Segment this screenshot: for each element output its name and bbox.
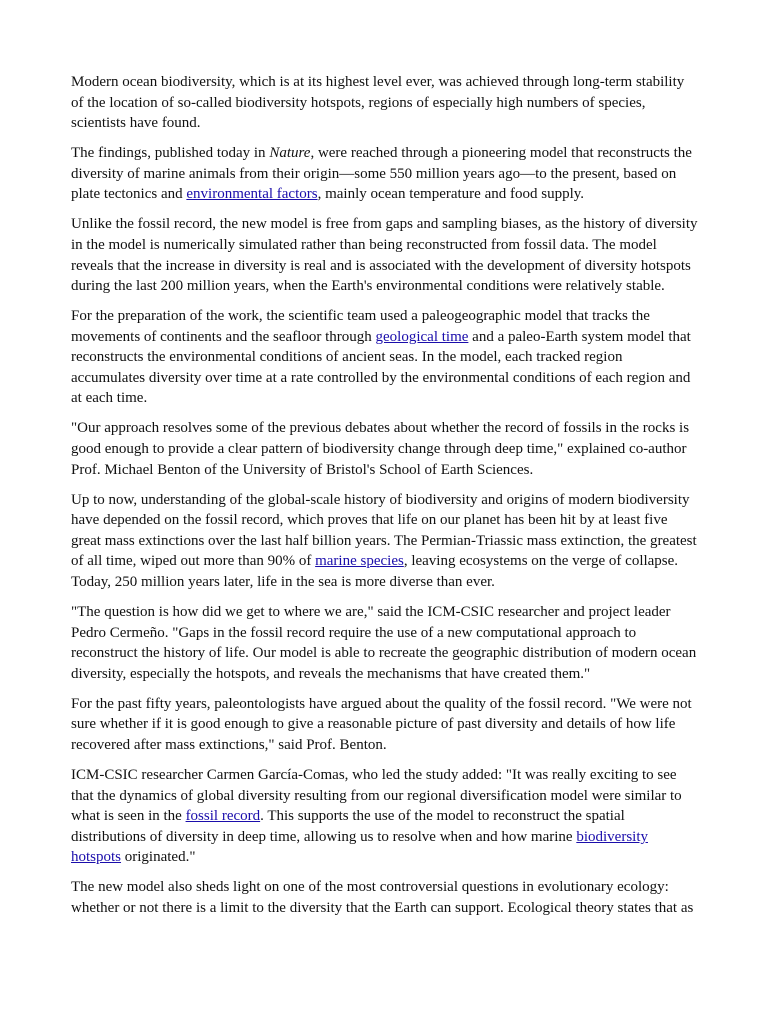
paragraph-9-text-c: originated."	[121, 849, 196, 866]
paragraph-4	[71, 306, 699, 409]
paragraph-1: Modern ocean biodiversity, which is at its highest level ever, was achieved through long-term stability of the location of so-called biodiversity hotspots, regions of especially high numbers of species, scientists have found.	[71, 74, 685, 132]
paragraph-6-text-a: Up to now, understanding of the global-scale history of biodiversity and origins of modern biodiversity have depended on the fossil record, which proves that life on our planet has been hit by at least five great mass extinctions over the last half billion years. The Permian-Triassic mass extinction, the greatest of all time, wiped out more than 90% of	[71, 491, 697, 570]
geological-time-link[interactable]: geological time	[375, 328, 469, 345]
paragraph-10: The new model also sheds light on one of the most controversial questions in evolutionary ecology: whether or not there is a limit to the diversity that the Earth can support. Ecological theory states that as	[71, 879, 694, 916]
marine-species-link[interactable]: marine species	[315, 553, 404, 570]
paragraph-2-text-b: , were reached through a pioneering model that reconstructs the diversity of marine animals from their origin—some 550 million years ago—to the present, based on plate tectonics and	[71, 145, 692, 203]
biodiversity-hotspots-link[interactable]: biodiversity hotspots	[71, 828, 648, 866]
paragraph-4-text-a: For the preparation of the work, the scientific team used a paleogeographic model that tracks the movements of continents and the seafloor through	[71, 308, 650, 345]
paragraph-8: For the past fifty years, paleontologists have argued about the quality of the fossil record. "We were not sure whether if it is good enough to give a reasonable picture of past diversity and details of how life recovered after mass extinctions," said Prof. Benton.	[71, 695, 692, 753]
paragraph-6	[71, 490, 699, 593]
paragraph-6-text-b: , leaving ecosystems on the verge of collapse. Today, 250 million years later, life in the sea is more diverse than ever.	[71, 553, 679, 591]
paragraph-9-text-a: ICM-CSIC researcher Carmen García-Comas, who led the study added: "It was really exciting to see that the dynamics of global diversity resulting from our regional diversification model were similar to what is seen in the	[71, 766, 682, 825]
paragraph-7: "The question is how did we get to where we are," said the ICM-CSIC researcher and project leader Pedro Cermeño. "Gaps in the fossil record require the use of a new computational approach to reconstruct the history of life. Our model is able to recreate the geographic distribution of modern ocean diversity, especially the hotspots, and reveals the mechanisms that have created them."	[71, 604, 697, 682]
paragraph-5: "Our approach resolves some of the previous debates about whether the record of fossils in the rocks is good enough to provide a clear pattern of biodiversity change through deep time," explained co-author Prof. Michael Benton of the University of Bristol's School of Earth Sciences.	[71, 420, 690, 478]
paragraph-9	[71, 765, 699, 868]
article-body	[71, 72, 699, 928]
paragraph-9-text-b: . This supports the use of the model to reconstruct the spatial distributions of diversity in deep time, allowing us to resolve when and how marine	[71, 808, 625, 845]
journal-name: Nature	[269, 145, 311, 162]
paragraph-2-text-a: The findings, published today in	[71, 145, 270, 162]
paragraph-2-text-c: , mainly ocean temperature and food supply.	[317, 186, 585, 203]
fossil-record-link[interactable]: fossil record	[185, 808, 261, 825]
paragraph-4-text-b: and a paleo-Earth system model that reconstructs the environmental conditions of ancient seas. In the model, each tracked region accumulates diversity over time at a rate controlled by the environmental conditions of each region and at each time.	[71, 328, 691, 407]
paragraph-3: Unlike the fossil record, the new model is free from gaps and sampling biases, as the history of diversity in the model is numerically simulated rather than being reconstructed from fossil data. The model reveals that the increase in diversity is real and is associated with the development of diversity hotspots during the last 200 million years, when the Earth's environmental conditions were relatively stable.	[71, 216, 698, 295]
environmental-factors-link[interactable]: environmental factors	[186, 186, 318, 203]
paragraph-2	[71, 143, 699, 205]
